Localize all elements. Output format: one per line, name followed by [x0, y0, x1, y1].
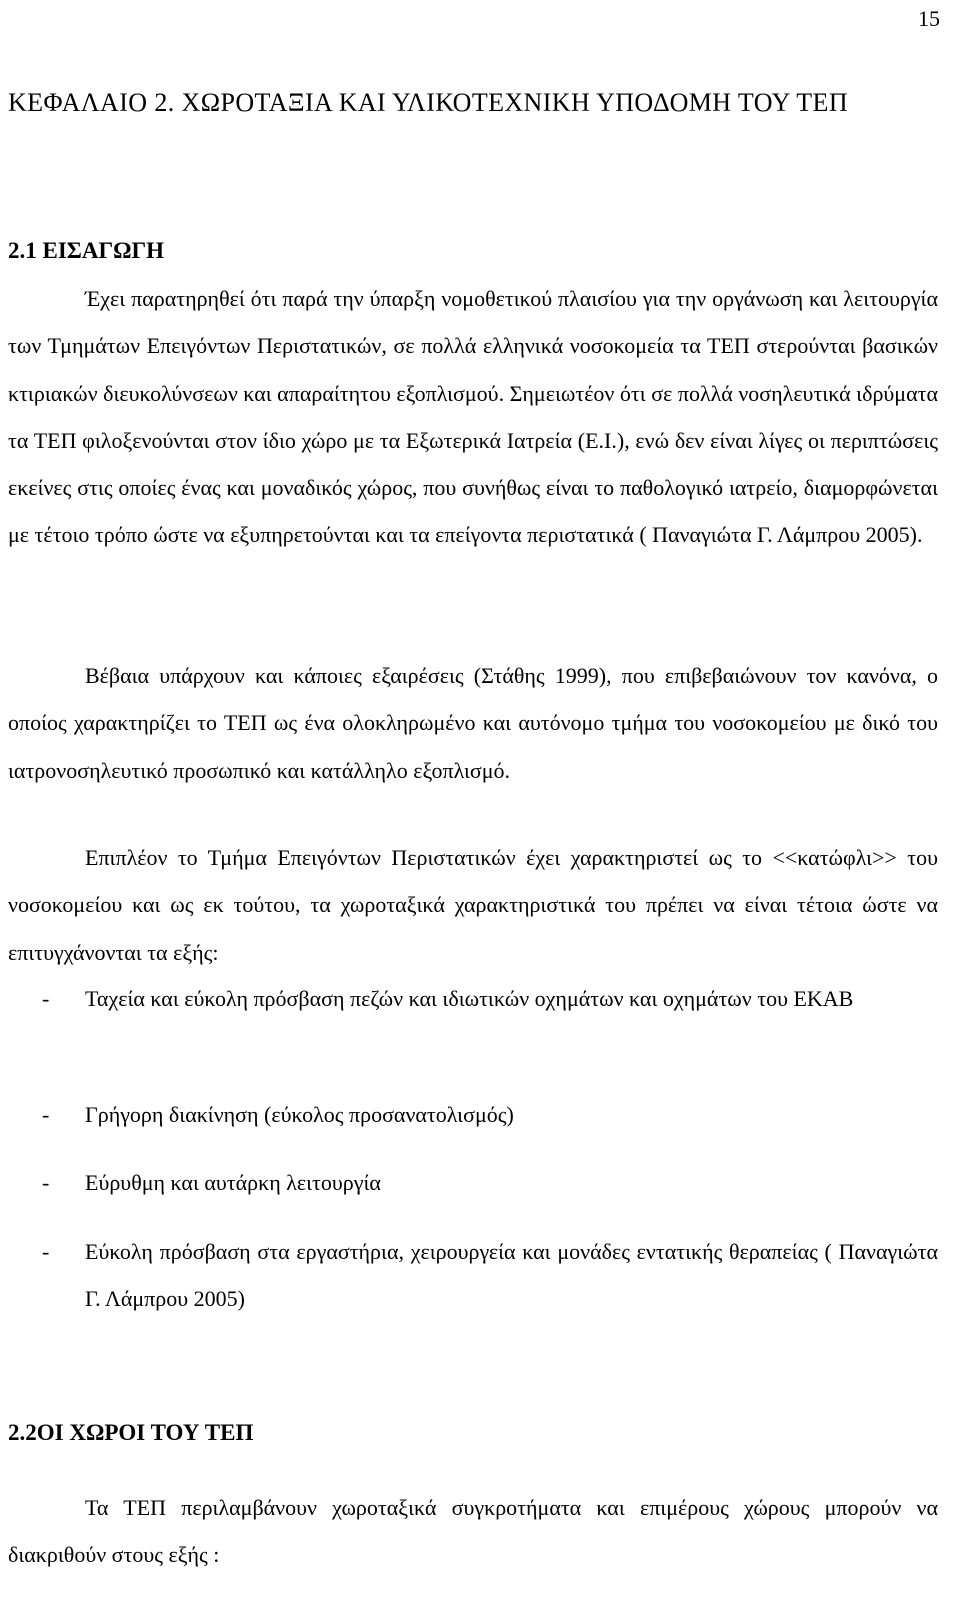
- page-number: 15: [918, 6, 940, 31]
- paragraph-threshold: Επιπλέον το Τμήμα Επειγόντων Περιστατικών έχει χαρακτηριστεί ως το <<κατώφλι>> του νοσοκομείου και ως εκ τούτου, τα χωροταξικά χαρακτηριστικά του πρέπει να είναι τέτοια ώστε να επιτυγχάνονται τα εξής:: [8, 845, 938, 965]
- paragraph-intro: Έχει παρατηρηθεί ότι παρά την ύπαρξη νομοθετικού πλαισίου για την οργάνωση και λειτουργία των Τμημάτων Επειγόντων Περιστατικών, σε πολλά ελληνικά νοσοκομεία τα ΤΕΠ στερούνται βασικών κτιριακών διευκολύνσεων και απαραίτητου εξοπλισμού. Σημειωτέον ότι σε πολλά νοσηλευτικά ιδρύματα τα ΤΕΠ φιλοξενούνται στον ίδιο χώρο με τα Εξωτερικά Ιατρεία (Ε.Ι.), ενώ δεν είναι λίγες οι περιπτώσεις εκείνες στις οποίες ένας και μοναδικός χώρος, που συνήθως είναι το παθολογικό ιατρείο, διαμορφώνεται με τέτοιο τρόπο ώστε να εξυπηρετούνται και τα επείγοντα περιστατικά ( Παναγιώτα Γ. Λάμπρου 2005).: [8, 286, 938, 548]
- bullet-text: Εύρυθμη και αυτάρκη λειτουργία: [85, 1170, 381, 1195]
- bullet-item-movement: [8, 1091, 938, 1138]
- paragraph-spaces: Τα ΤΕΠ περιλαμβάνουν χωροταξικά συγκροτήματα και επιμέρους χώρους μπορούν να διακριθούν στους εξής :: [8, 1495, 938, 1568]
- bullet-dash: -: [42, 1170, 50, 1195]
- paragraph-exceptions: Βέβαια υπάρχουν και κάποιες εξαιρέσεις (Στάθης 1999), που επιβεβαιώνουν τον κανόνα, ο οποίος χαρακτηρίζει το ΤΕΠ ως ένα ολοκληρωμένο και αυτόνομο τμήμα του νοσοκομείου με δικό του ιατρονοσηλευτικό προσωπικό και κατάλληλο εξοπλισμό.: [8, 663, 938, 783]
- bullet-text: Εύκολη πρόσβαση στα εργαστήρια, χειρουργεία και μονάδες εντατικής θεραπείας ( Παναγιώτα Γ. Λάμπρου 2005): [85, 1239, 938, 1312]
- bullet-text: Γρήγορη διακίνηση (εύκολος προσανατολισμός): [85, 1102, 514, 1127]
- chapter-title: ΚΕΦΑΛΑΙΟ 2. ΧΩΡΟΤΑΞΙΑ ΚΑΙ ΥΛΙΚΟΤΕΧΝΙΚΗ ΥΠΟΔΟΜΗ ΤΟΥ ΤΕΠ: [8, 88, 848, 117]
- bullet-dash: -: [42, 1239, 50, 1264]
- bullet-item-operation: [8, 1159, 938, 1206]
- bullet-dash: -: [42, 986, 50, 1011]
- section-title-spaces: 2.2ΟΙ ΧΩΡΟΙ ΤΟΥ ΤΕΠ: [8, 1420, 254, 1445]
- bullet-text: Ταχεία και εύκολη πρόσβαση πεζών και ιδιωτικών οχημάτων και οχημάτων του ΕΚΑΒ: [85, 986, 854, 1011]
- section-title-introduction: 2.1 ΕΙΣΑΓΩΓΗ: [8, 238, 165, 263]
- bullet-dash: -: [42, 1102, 50, 1127]
- bullet-item-access: [8, 975, 938, 1022]
- bullet-item-labs: [8, 1228, 938, 1323]
